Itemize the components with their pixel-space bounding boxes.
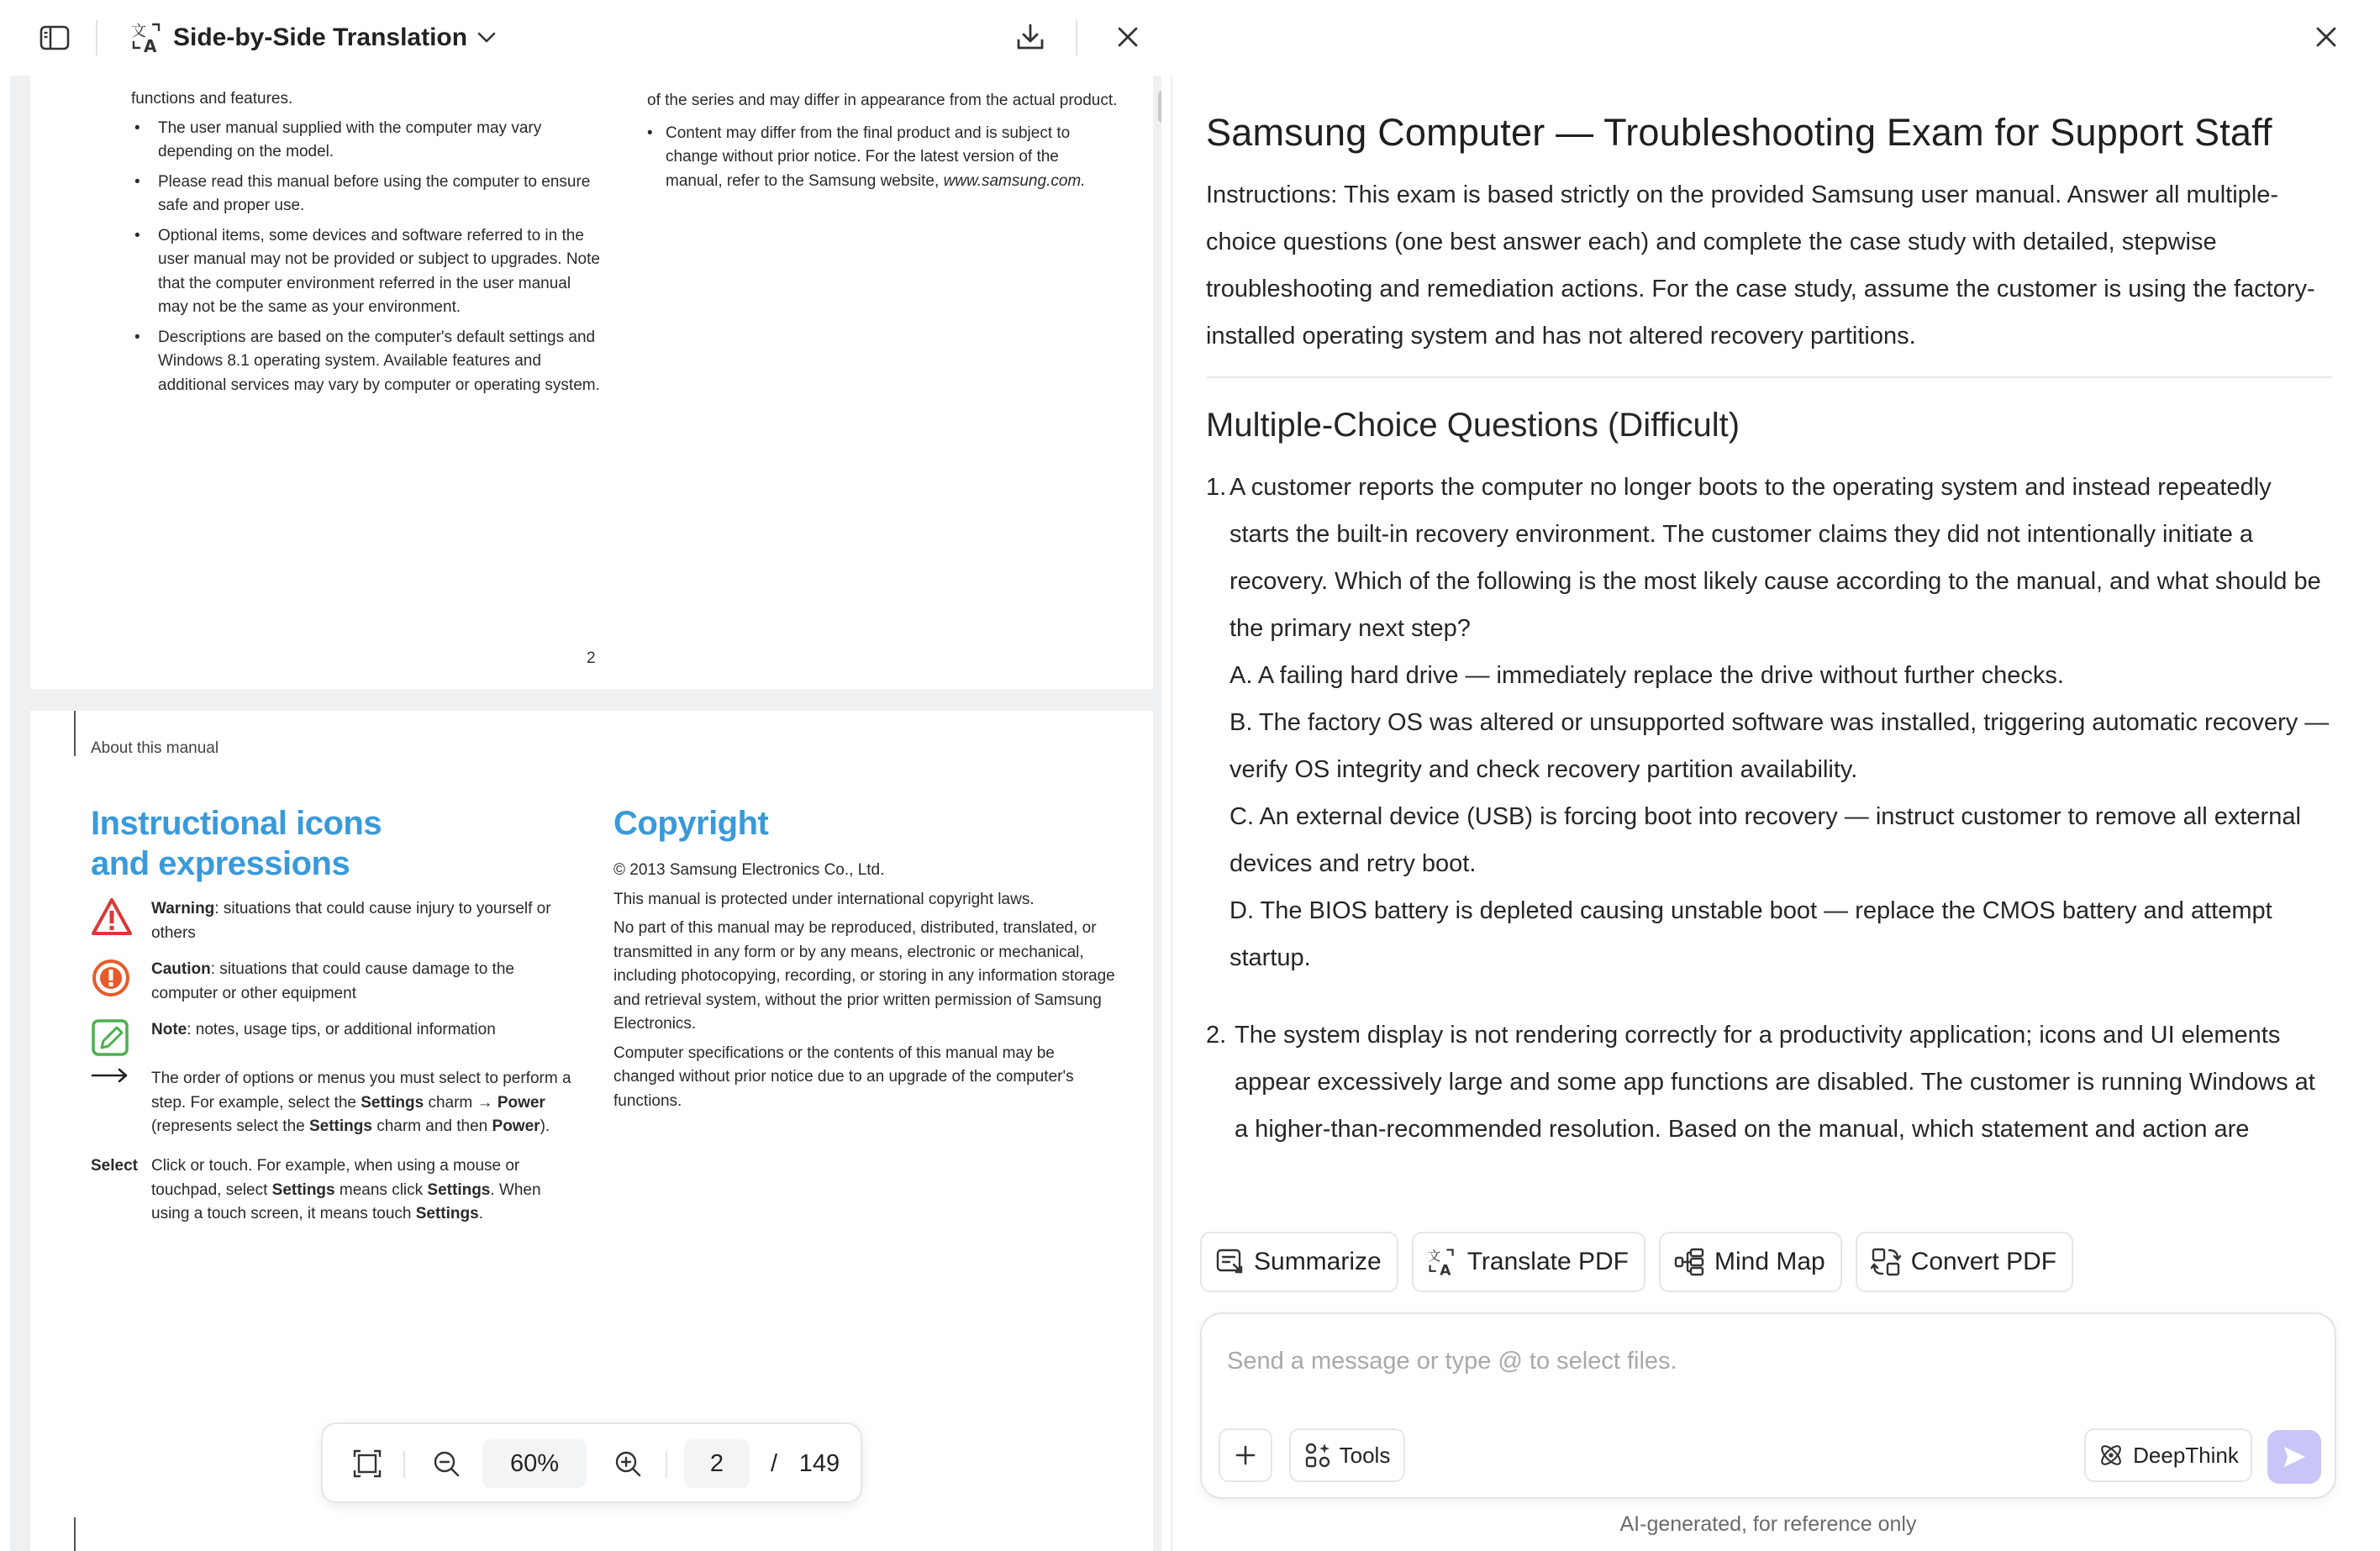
send-icon	[2281, 1443, 2308, 1470]
note-text	[151, 1018, 496, 1057]
chevron-down-icon[interactable]	[472, 24, 501, 52]
plus-icon	[1235, 1444, 1256, 1466]
note-desc: : notes, usage tips, or additional information	[187, 1021, 496, 1038]
warning-text	[151, 897, 578, 945]
list-item: • The user manual supplied with the computer may vary depending on the model.	[131, 117, 602, 165]
caution-label: Caution	[151, 960, 211, 978]
page-column	[647, 89, 1118, 199]
caution-icon	[91, 958, 151, 1006]
sidebar-toggle-icon[interactable]	[37, 20, 72, 55]
convert-pdf-label: Convert PDF	[1910, 1248, 2057, 1275]
caution-text	[151, 958, 578, 1006]
question-number: 1.	[1206, 474, 1227, 501]
mind-map-label: Mind Map	[1714, 1248, 1825, 1275]
page-number: 2	[587, 649, 596, 667]
translate-pdf-button[interactable]	[1412, 1232, 1645, 1292]
document-scroll-area[interactable]	[10, 76, 1161, 1551]
section-heading: Instructional icons and expressions	[91, 805, 382, 882]
paragraph: No part of this manual may be reproduced, distributed, translated, or transmitted in any form or by any means, electronic or mechanical, including photocopying, recording, or storing in any information storage and retrieval system, without the prior written permission of Samsung Electronics.	[613, 919, 1115, 1033]
svg-text:文: 文	[131, 23, 146, 40]
close-icon[interactable]	[1109, 18, 1146, 55]
header-divider	[96, 20, 97, 55]
message-input[interactable]	[1227, 1343, 2303, 1380]
answer-option: A. A failing hard drive — immediately replace the drive without further checks.	[1229, 662, 2064, 689]
warning-icon	[91, 897, 151, 945]
header-divider	[1076, 20, 1077, 55]
zoom-out-icon[interactable]	[427, 1444, 466, 1483]
list-item: • Optional items, some devices and software referred to in the user manual may not be provided or subject to upgrades. Note that the computer environment referred in the user manual may not be the same as your environment.	[131, 224, 602, 320]
paragraph: Computer specifications or the contents of this manual may be changed without prior notice due to an upgrade of the computer's functions.	[613, 1044, 1074, 1110]
question-stem	[1206, 1012, 2332, 1153]
question-stem	[1206, 464, 2332, 652]
scrollbar-thumb[interactable]	[1158, 91, 1161, 123]
question-text: The system display is not rendering correctly for a productivity application; icons and UI elements appear excessively large and some app functions are disabled. The customer is running Windows at a higher-than-recommended resolution. Based on the manual, which statement and action are	[1235, 1022, 2315, 1143]
translate-pdf-icon	[1427, 1247, 1457, 1277]
toolbar-divider	[403, 1451, 405, 1478]
caution-row	[91, 958, 578, 1006]
note-icon	[91, 1018, 151, 1057]
arrow-row	[91, 1067, 578, 1139]
convert-pdf-button[interactable]	[1856, 1232, 2073, 1292]
list-item: • Descriptions are based on the computer's default settings and Windows 8.1 operating system. Available features and additional services may vary by computer or operating system.	[131, 326, 602, 398]
deepthink-icon	[2098, 1442, 2125, 1469]
close-icon[interactable]	[2308, 18, 2345, 55]
copyright-text	[613, 859, 1118, 1118]
text-fragment: of the series and may differ in appearance from the actual product.	[647, 92, 1118, 109]
paragraph: This manual is protected under international copyright laws.	[613, 890, 1035, 908]
toolbar-divider	[666, 1451, 667, 1478]
text-fragment: functions and features.	[131, 90, 293, 108]
translate-icon	[129, 18, 165, 57]
deepthink-button[interactable]	[2084, 1428, 2252, 1482]
svg-text:A: A	[1440, 1262, 1451, 1277]
list-item: • Please read this manual before using the computer to ensure safe and proper use.	[131, 171, 602, 218]
select-keyword: Select	[91, 1157, 138, 1175]
mind-map-icon	[1674, 1248, 1704, 1276]
answer-option: B. The factory OS was altered or unsupported software was installed, triggering automatic recovery — verify OS integrity and check recovery partition availability.	[1229, 709, 2330, 783]
pdf-page	[30, 76, 1153, 689]
summarize-icon	[1215, 1248, 1244, 1276]
assistant-response	[1206, 109, 2332, 1183]
divider	[1206, 376, 2332, 378]
warning-row	[91, 897, 578, 945]
exam-instructions: Instructions: This exam is based strictly on the provided Samsung user manual. Answer all multiple-choice questions (one best answer each) and complete the case study with detailed, stepwise troubleshooting and remediation actions. For the case study, assume the customer is using the factory-installed operating system and has not altered recovery partitions.	[1206, 181, 2315, 350]
zoom-level-display[interactable]: 60%	[482, 1439, 587, 1488]
exam-title: Samsung Computer — Troubleshooting Exam for Support Staff	[1206, 111, 2272, 154]
svg-text:A: A	[144, 36, 157, 55]
website-link[interactable]: www.samsung.com.	[943, 171, 1086, 190]
warning-desc: : situations that could cause injury to yourself or others	[151, 900, 551, 942]
page-separator: /	[770, 1449, 778, 1477]
question-options	[1206, 652, 2332, 981]
section-rule	[74, 1517, 76, 1551]
tools-icon	[1304, 1442, 1331, 1469]
download-icon[interactable]	[1012, 18, 1049, 55]
summarize-button[interactable]	[1200, 1232, 1398, 1292]
question-number: 2.	[1206, 1022, 1227, 1049]
answer-option: D. The BIOS battery is depleted causing unstable boot — replace the CMOS battery and attempt startup.	[1229, 897, 2272, 971]
note-label: Note	[151, 1021, 187, 1038]
paragraph: © 2013 Samsung Electronics Co., Ltd.	[613, 861, 885, 879]
answer-option: C. An external device (USB) is forcing boot into recovery — instruct customer to remove all external devices and retry boot.	[1229, 803, 2301, 877]
bullet-list	[131, 117, 602, 398]
note-row	[91, 1018, 578, 1057]
pdf-page	[30, 1517, 1153, 1551]
deepthink-label: DeepThink	[2133, 1442, 2239, 1468]
translation-mode-title[interactable]: Side-by-Side Translation	[173, 24, 468, 51]
caution-desc: : situations that could cause damage to the computer or other equipment	[151, 960, 514, 1002]
pdf-viewer-pane	[0, 0, 1172, 1551]
section-rule	[74, 711, 76, 756]
copyright-heading: Copyright	[613, 805, 769, 842]
bullet-list	[647, 122, 1118, 194]
page-number-input[interactable]: 2	[684, 1439, 750, 1488]
select-row	[91, 1154, 578, 1227]
zoom-in-icon[interactable]	[608, 1444, 647, 1483]
question-text: A customer reports the computer no longer boots to the operating system and instead repeatedly starts the built-in recovery environment. The customer claims they did not intentionally initiate a recovery. Which of the following is the most likely cause according to the manual, and what should be the primary next step?	[1229, 474, 2321, 642]
summarize-label: Summarize	[1254, 1248, 1382, 1275]
question	[1206, 464, 2332, 981]
list-item-text: Content may differ from the final product and is subject to change without prior notice. For the latest version of the manual, refer to the Samsung website,	[666, 124, 1071, 190]
fit-page-icon[interactable]	[348, 1444, 387, 1483]
send-button[interactable]	[2267, 1430, 2321, 1484]
arrow-text: The order of options or menus you must select to perform a step. For example, select the Settings charm → Power (represents select the Settings charm and then Power).	[151, 1070, 571, 1135]
quick-actions	[1200, 1232, 2073, 1292]
list-item	[647, 122, 1118, 194]
arrow-right-icon	[91, 1067, 151, 1139]
svg-text:文: 文	[1427, 1249, 1440, 1264]
select-text: Click or touch. For example, when using a mouse or touchpad, select Settings means click Settings. When using a touch screen, it means touch Settings.	[151, 1157, 541, 1222]
viewer-header	[0, 0, 1172, 76]
question	[1206, 1012, 2332, 1153]
tools-button[interactable]	[1289, 1428, 1405, 1482]
convert-pdf-icon	[1871, 1247, 1901, 1277]
page-column	[131, 87, 602, 403]
ai-disclaimer: AI-generated, for reference only	[1619, 1512, 1917, 1536]
translate-pdf-label: Translate PDF	[1466, 1248, 1629, 1275]
warning-label: Warning	[151, 900, 215, 917]
mcq-heading: Multiple-Choice Questions (Difficult)	[1206, 407, 1740, 444]
mind-map-button[interactable]	[1659, 1232, 1842, 1292]
section-label: About this manual	[91, 739, 219, 757]
tools-label: Tools	[1339, 1442, 1391, 1468]
total-pages: 149	[798, 1449, 840, 1477]
add-attachment-button[interactable]	[1219, 1428, 1272, 1482]
zoom-toolbar	[321, 1422, 862, 1503]
message-composer	[1200, 1312, 2336, 1499]
